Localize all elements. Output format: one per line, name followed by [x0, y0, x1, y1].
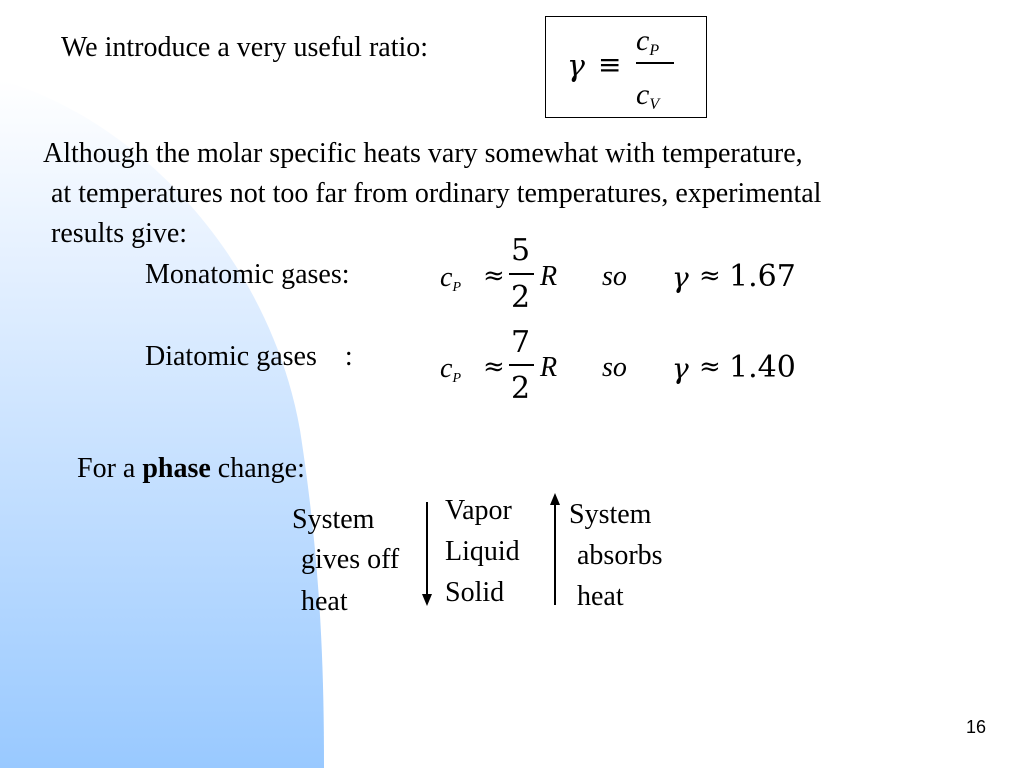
page-number: 16 — [966, 717, 987, 737]
paragraph-line-3: results give: — [51, 218, 188, 249]
intro-text: We introduce a very useful ratio: — [61, 32, 429, 63]
monatomic-so: so — [602, 261, 627, 292]
monatomic-gamma: γ — [672, 261, 689, 294]
monatomic-fraction-bar — [509, 273, 534, 275]
diatomic-fraction-bar — [509, 364, 534, 366]
diatomic-r: R — [540, 352, 558, 383]
state-solid: Solid — [445, 577, 505, 608]
monatomic-cp: cP — [440, 262, 461, 295]
down-arrow-shaft — [426, 502, 428, 596]
diatomic-label: Diatomic gases : — [145, 341, 353, 372]
absorbs-line-1: System — [569, 499, 652, 530]
gives-off-line-2: gives off — [301, 544, 400, 575]
absorbs-line-3: heat — [577, 581, 624, 612]
diatomic-so: so — [602, 352, 627, 383]
diatomic-approx-2: ≈ — [699, 352, 721, 382]
diatomic-approx: ≈ — [483, 352, 505, 382]
diatomic-denominator: 2 — [511, 371, 531, 406]
monatomic-numerator: 5 — [511, 233, 531, 268]
formula-fraction-bar — [636, 62, 674, 64]
monatomic-label: Monatomic gases: — [145, 259, 350, 290]
absorbs-line-2: absorbs — [577, 540, 663, 571]
diatomic-cp: cP — [440, 353, 461, 386]
paragraph-line-1: Although the molar specific heats vary somewhat with temperature, — [43, 138, 803, 169]
monatomic-denominator: 2 — [511, 280, 531, 315]
equivalence-symbol: ≡ — [598, 48, 622, 81]
monatomic-approx: ≈ — [483, 261, 505, 291]
monatomic-approx-2: ≈ — [699, 261, 721, 291]
diatomic-gamma-value: 1.40 — [729, 350, 796, 385]
diatomic-numerator: 7 — [511, 325, 531, 360]
state-liquid: Liquid — [445, 536, 520, 567]
up-arrow-shaft — [554, 504, 556, 605]
formula-denominator: cV — [636, 78, 660, 113]
monatomic-gamma-value: 1.67 — [729, 259, 796, 294]
monatomic-r: R — [540, 261, 558, 292]
gamma-symbol: γ — [567, 49, 585, 84]
gives-off-line-3: heat — [301, 586, 348, 617]
formula-numerator: cP — [636, 24, 660, 59]
down-arrow-icon — [422, 594, 432, 606]
phase-change-heading: For a phase change: — [77, 453, 305, 484]
diatomic-gamma: γ — [672, 352, 689, 385]
gives-off-line-1: System — [292, 504, 375, 535]
paragraph-line-2: at temperatures not too far from ordinary temperatures, experimental — [51, 178, 822, 209]
state-vapor: Vapor — [445, 495, 512, 526]
